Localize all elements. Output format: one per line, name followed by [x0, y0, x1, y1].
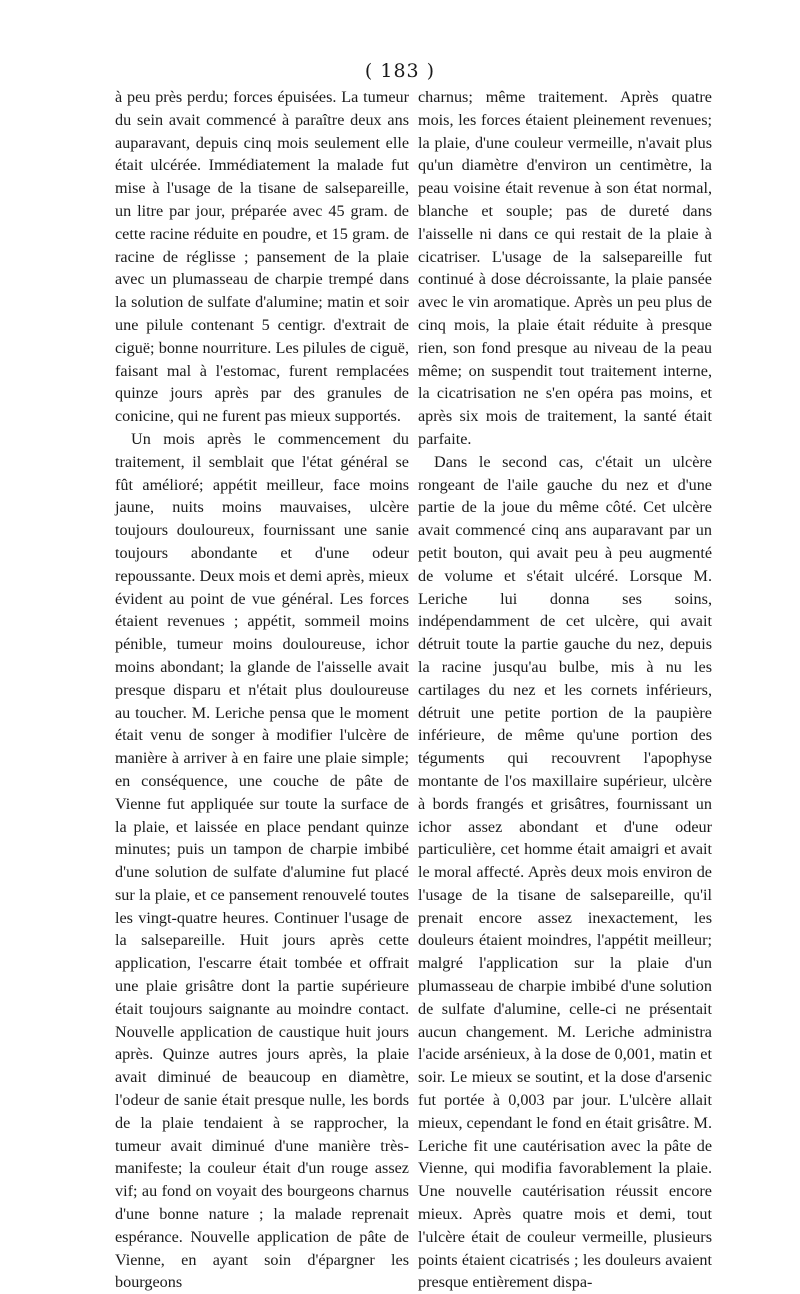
paragraph: à peu près perdu; forces épuisées. La tumeur du sein avait commencé à paraître deux ans auparavant, depuis cinq mois seulement elle était ulcérée. Immédiatement la malade fut mise à l'usage de la tisane de salsepareille, un litre par jour, préparée avec 45 gram. de cette racine réduite en poudre, et 15 gram. de racine de réglisse ; pansement de la plaie avec un plumasseau de charpie trempé dans la solution de sulfate d'alumine; matin et soir une pilule contenant 5 centigr. d'extrait de ciguë; bonne nourriture. Les pilules de ciguë, faisant mal à l'estomac, furent remplacées quinze jours après par des granules de conicine, qui ne furent pas mieux supportés. [115, 88, 409, 426]
paragraph: charnus; même traitement. Après quatre mois, les forces étaient pleinement revenues; la plaie, d'une couleur vermeille, n'avait plus qu'un diamètre d'environ un centimètre, la peau voisine était revenue à son état normal, blanche et souple; pas de dureté dans l'aisselle ni dans ce qui restait de la plaie à cicatriser. L'usage de la salsepareille fut continué à dose décroissante, la plaie pansée avec le vin aromatique. Après un peu plus de cinq mois, la plaie était réduite à presque rien, son fond presque au niveau de la peau même; on suspendit tout traitement interne, la cicatrisation ne s'en opéra pas moins, et après six mois de traitement, la santé était parfaite. [418, 88, 712, 448]
page-number: ( 183 ) [364, 60, 436, 82]
right-column [418, 86, 712, 1292]
left-column [115, 86, 409, 1292]
paragraph: Un mois après le commencement du traitement, il semblait que l'état général se fût amélioré; appétit meilleur, face moins jaune, nuits moins mauvaises, ulcère toujours douloureux, fournissant une sanie toujours abondante et d'une odeur repoussante. Deux mois et demi après, mieux évident au point de vue général. Les forces étaient revenues ; appétit, sommeil moins pénible, tumeur moins douloureuse, ichor moins abondant; la glande de l'aisselle avait presque disparu et n'était plus douloureuse au toucher. M. Leriche pensa que le moment était venu de songer à modifier l'ulcère de manière à arriver à en faire une plaie simple; en conséquence, une couche de pâte de Vienne fut appliquée sur toute la surface de la plaie, et laissée en place pendant quinze minutes; puis un tampon de charpie imbibé d'une solution de sulfate d'alumine fut placé sur la plaie, et ce pansement renouvelé toutes les vingt-quatre heures. Continuer l'usage de la salsepareille. Huit jours après cette application, l'escarre était tombée et offrait une plaie grisâtre dont la partie supérieure était toujours saignante au moindre contact. Nouvelle application de caustique huit jours après. Quinze autres jours après, la plaie avait diminué de beaucoup en diamètre, l'odeur de sanie était presque nulle, les bords de la plaie tendaient à se rapprocher, la tumeur avait diminué d'une manière très-manifeste; la couleur était d'un rouge assez vif; au fond on voyait des bourgeons charnus d'une bonne nature ; la malade reprenait espérance. Nouvelle application de pâte de Vienne, en ayant soin d'épargner les bourgeons [115, 429, 409, 1292]
paragraph: Dans le second cas, c'était un ulcère rongeant de l'aile gauche du nez et d'une partie de la joue du même côté. Cet ulcère avait commencé cinq ans auparavant par un petit bouton, qui avait peu à peu augmenté de volume et s'était ulcéré. Lorsque M. Leriche lui donna ses soins, indépendamment de cet ulcère, qui avait détruit toute la partie gauche du nez, depuis la racine jusqu'au bulbe, mis à nu les cartilages du nez et les cornets inférieurs, détruit une petite portion de la paupière inférieure, de même qu'une portion des téguments qui recouvrent l'apophyse montante de l'os maxillaire supérieur, ulcère à bords frangés et grisâtres, fournissant un ichor assez abondant et d'une odeur particulière, cet homme était amaigri et avait le moral affecté. Après deux mois environ de l'usage de la tisane de salsepareille, qu'il prenait encore assez inexactement, les douleurs étaient moindres, l'appétit meilleur; malgré l'application sur la plaie d'un plumasseau de charpie imbibé d'une solution de sulfate d'alumine, celle-ci ne présentait aucun changement. M. Leriche administra l'acide arsénieux, à la dose de 0,001, matin et soir. Le mieux se soutint, et la dose d'arsenic fut portée à 0,003 par jour. L'ulcère allait mieux, cependant le fond en était grisâtre. M. Leriche fit une cautérisation avec la pâte de Vienne, qui modifia favorablement la plaie. Une nouvelle cautérisation réussit encore mieux. Après quatre mois et demi, tout l'ulcère était de couleur vermeille, plusieurs points étaient cicatrisés ; les douleurs avaient presque entièrement dispa- [418, 452, 712, 1292]
